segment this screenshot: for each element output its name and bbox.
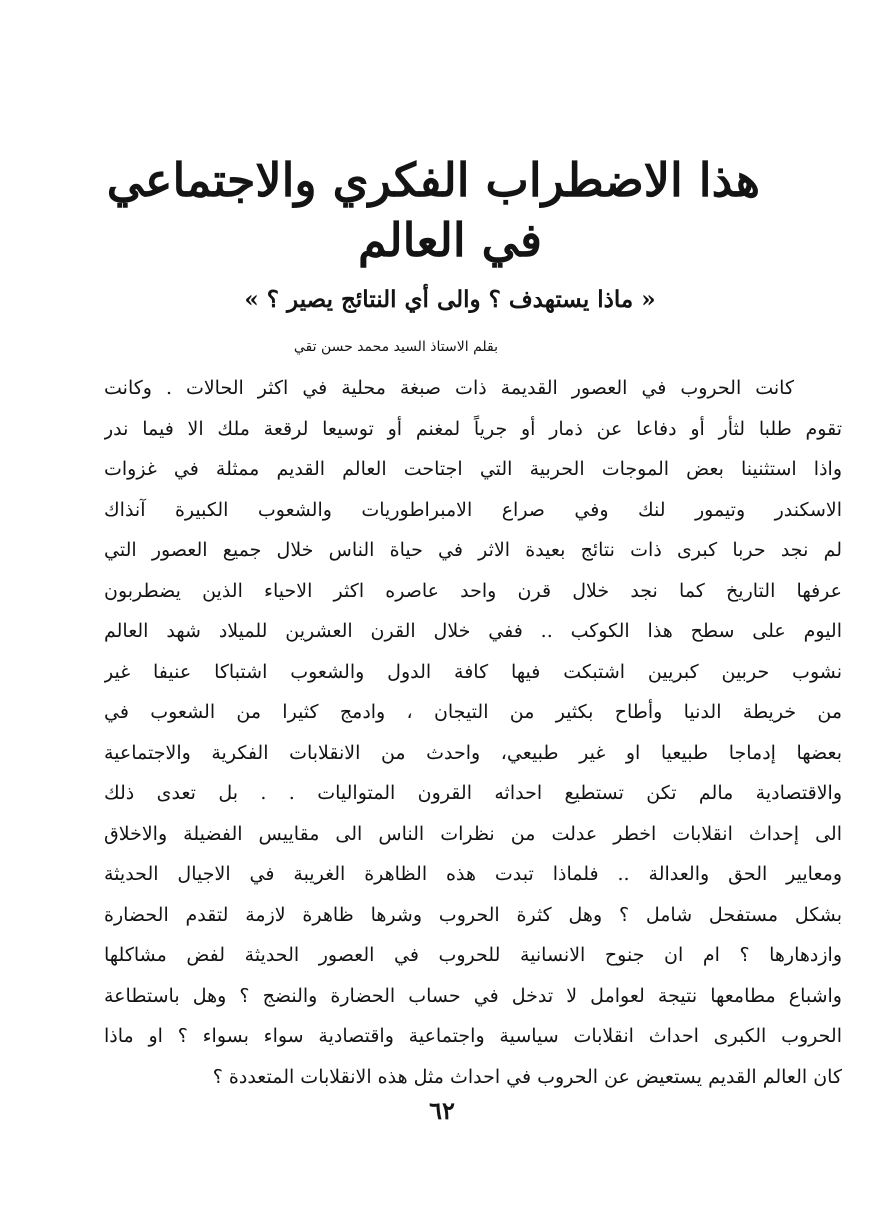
- body-line: وازدهارها ؟ ام ان جنوح الانسانية للحروب في العصور الحديثة لفض مشاكلها: [104, 944, 842, 966]
- body-line: واشباع مطامعها نتيجة لعوامل لا تدخل في حساب الحضارة والنضج ؟ وهل باستطاعة: [104, 984, 842, 1007]
- body-line: عرفها التاريخ كما نجد خلال قرن واحد عاصره اكثر الاحياء الذين يضطربون: [104, 579, 842, 602]
- body-line: واذا استثنينا بعض الموجات الحربية التي اجتاحت العالم القديم ممثلة في غزوات: [104, 458, 842, 480]
- article-title-line-2: في العالم: [358, 213, 542, 267]
- body-line: بعضها إدماجا طبيعيا او غير طبيعي، واحدث من الانقلابات الفكرية والاجتماعية: [104, 741, 842, 764]
- body-line: الحروب الكبرى احداث انقلابات سياسية واجتماعية واقتصادية سواء بسواء ؟ او ماذا: [104, 1025, 842, 1047]
- body-line: كان العالم القديم يستعيض عن الحروب في احداث مثل هذه الانقلابات المتعددة ؟: [212, 1065, 842, 1088]
- page-number: ٦٢: [429, 1096, 455, 1125]
- article-subtitle: « ماذا يستهدف ؟ والى أي النتائج يصير ؟ »: [244, 286, 656, 313]
- body-line: نشوب حربين كبريين اشتبكت فيها كافة الدول والشعوب اشتباكا عنيفا غير: [104, 660, 842, 683]
- body-line: والاقتصادية مالم تكن تستطيع احداثه القرون المتواليات . . بل تعدى ذلك: [104, 782, 842, 804]
- body-line: كانت الحروب في العصور القديمة ذات صبغة محلية في اكثر الحالات . وكانت: [104, 377, 794, 399]
- article-byline: بقلم الاستاذ السيد محمد حسن تقي: [293, 339, 498, 355]
- article-title-line-1: هذا الاضطراب الفكري والاجتماعي: [106, 153, 760, 207]
- body-line: تقوم طلبا لثأر أو دفاعا عن ذمار أو جرياً لمغنم أو توسيعا لرقعة ملك الا فيما ندر: [104, 417, 842, 440]
- body-line: من خريطة الدنيا وأطاح بكثير من التيجان ، وادمج كثيرا من الشعوب في: [104, 701, 842, 723]
- body-line: الاسكندر وتيمور لنك وفي صراع الامبراطوريات والشعوب الكبيرة آنذاك: [104, 498, 842, 521]
- body-line: بشكل مستفحل شامل ؟ وهل كثرة الحروب وشرها ظاهرة لازمة لتقدم الحضارة: [104, 903, 842, 926]
- body-line: لم نجد حربا كبرى ذات نتائج بعيدة الاثر في حياة الناس خلال جميع العصور التي: [104, 539, 842, 561]
- body-line: ومعايير الحق والعدالة .. فلماذا تبدت هذه الظاهرة الغريبة في الاجيال الحديثة: [104, 863, 842, 885]
- article-body: [104, 368, 842, 1097]
- body-line: الى إحداث انقلابات اخطر عدلت من نظرات الناس الى مقاييس الفضيلة والاخلاق: [104, 822, 842, 845]
- body-line: اليوم على سطح هذا الكوكب .. ففي خلال القرن العشرين للميلاد شهد العالم: [104, 620, 842, 642]
